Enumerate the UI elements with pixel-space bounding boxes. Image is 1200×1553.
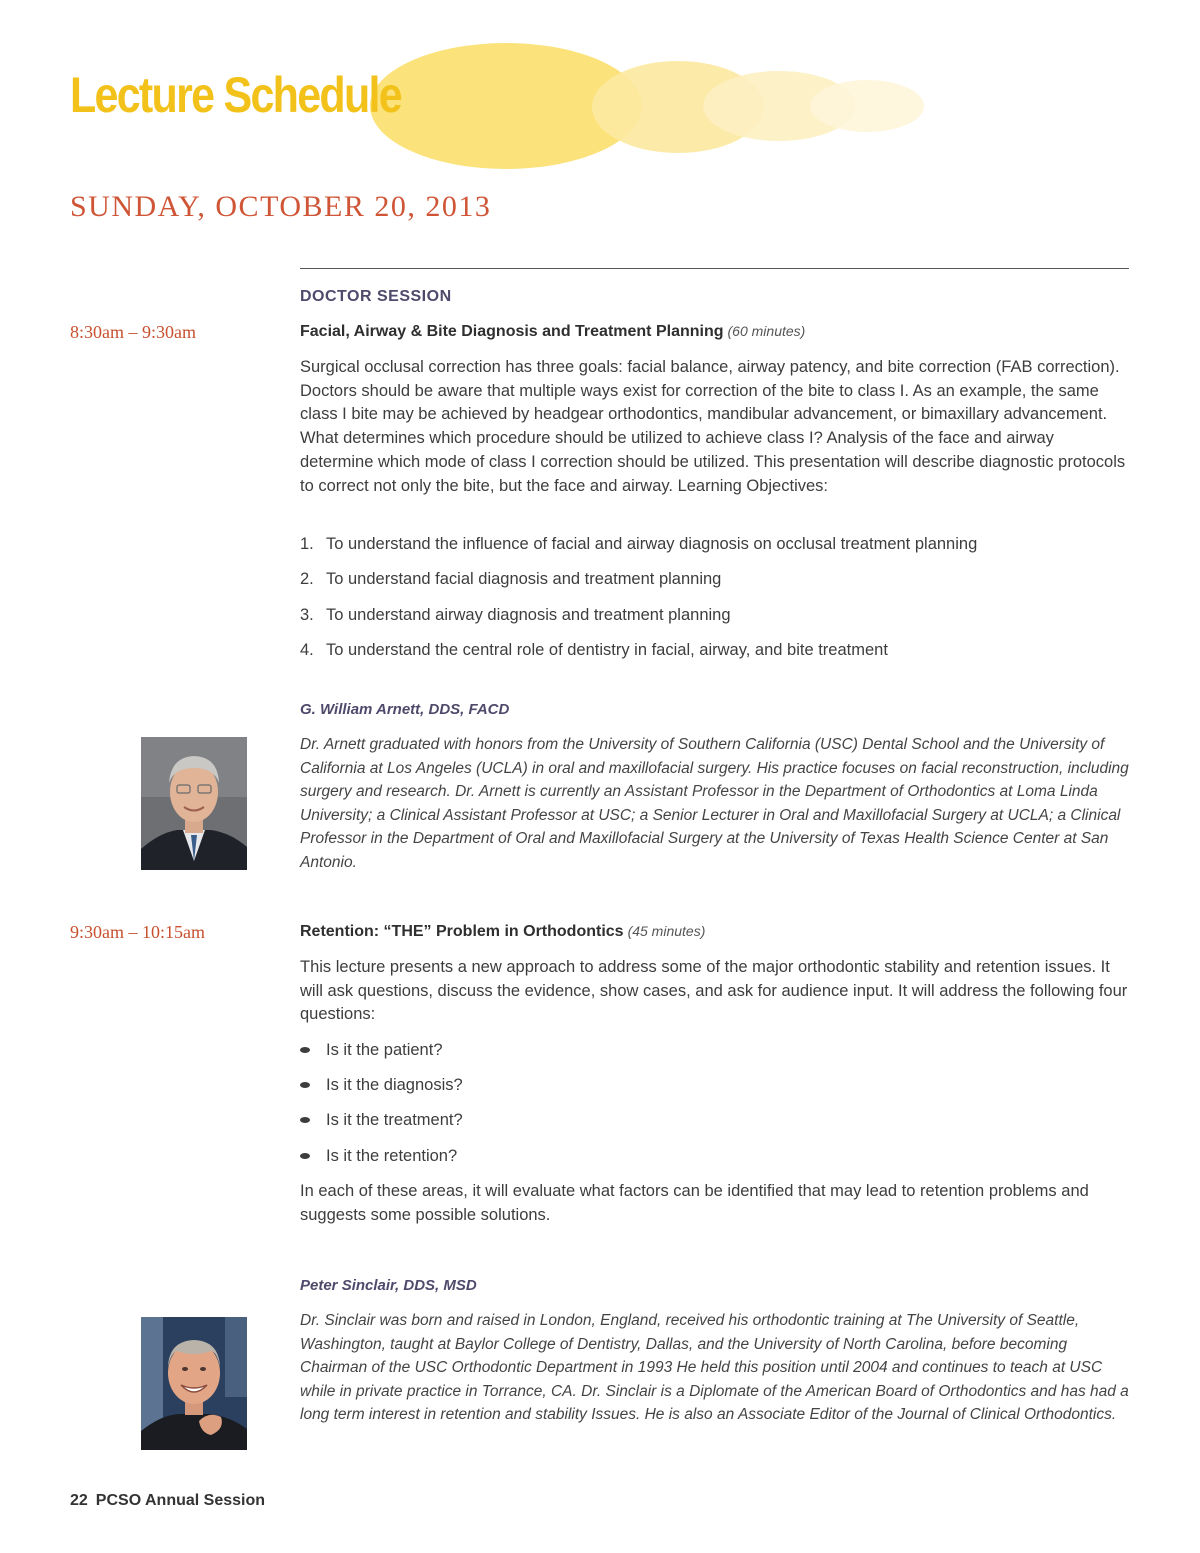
question-text: Is it the treatment? bbox=[326, 1111, 463, 1129]
lecture-duration: (60 minutes) bbox=[727, 323, 806, 339]
divider bbox=[300, 268, 1129, 269]
lecture-description: This lecture presents a new approach to address some of the major orthodontic stability and retention issues. It will ask questions, discuss the evidence, show cases, and ask for audience input. It will address the following four questions: bbox=[300, 958, 1128, 1024]
objective-text: To understand facial diagnosis and treatment planning bbox=[326, 570, 722, 588]
question-item bbox=[300, 1041, 1130, 1060]
lecture-description: Surgical occlusal correction has three goals: facial balance, airway patency, and bite correction (FAB correction). Doctors should be aware that multiple ways exist for correction of the bite to class I. As an example, the same class I bite may be achieved by headgear orthodontics, mandibular advancement, or bimaxillary advancement. What determines which procedure should be utilized to achieve class I? Analysis of the face and airway determine which mode of class I correction should be utilized. This presentation will describe diagnostic protocols to correct not only the bite, but the face and airway. Learning Objectives: bbox=[300, 358, 1126, 495]
bullet-icon bbox=[300, 1082, 310, 1088]
bullet-icon bbox=[300, 1153, 310, 1159]
page-footer bbox=[70, 1492, 265, 1510]
publication-name: PCSO Annual Session bbox=[95, 1492, 266, 1509]
objective-item bbox=[300, 641, 1130, 660]
objective-text: To understand the influence of facial and airway diagnosis on occlusal treatment planning bbox=[326, 535, 978, 553]
question-item bbox=[300, 1147, 1130, 1166]
objective-number: 1. bbox=[300, 535, 314, 553]
question-text: Is it the diagnosis? bbox=[326, 1076, 463, 1094]
date-heading: SUNDAY, OCTOBER 20, 2013 bbox=[70, 190, 492, 223]
page-number: 22 bbox=[70, 1492, 88, 1509]
lecture-title bbox=[300, 323, 805, 341]
lecture-duration: (45 minutes) bbox=[627, 923, 706, 939]
question-item bbox=[300, 1111, 1130, 1130]
speaker-photo bbox=[141, 1317, 247, 1450]
decorative-ellipse bbox=[810, 80, 924, 132]
lecture-closing: In each of these areas, it will evaluate what factors can be identified that may lead to retention problems and suggests some possible solutions. bbox=[300, 1182, 1089, 1224]
objective-text: To understand airway diagnosis and treatment planning bbox=[326, 606, 731, 624]
speaker-name: G. William Arnett, DDS, FACD bbox=[300, 701, 510, 718]
speaker-photo bbox=[141, 737, 247, 870]
objective-item bbox=[300, 570, 1130, 589]
bullet-icon bbox=[300, 1047, 310, 1053]
lecture-title-text: Facial, Airway & Bite Diagnosis and Treatment Planning bbox=[300, 323, 724, 340]
question-text: Is it the retention? bbox=[326, 1147, 458, 1165]
speaker-bio: Dr. Sinclair was born and raised in London, England, received his orthodontic training at The University of Seattle, Washington, taught at Baylor College of Dentistry, Dallas, and the University of North Carolina, before becoming Chairman of the USC Orthodontic Department in 1993 He held this position until 2004 and continues to teach at USC while in private practice in Torrance, CA. Dr. Sinclair is a Diplomate of the American Board of Orthodontics and has had a long term interest in retention and stability Issues. He is also an Associate Editor of the Journal of Clinical Orthodontics. bbox=[300, 1312, 1129, 1424]
speaker-bio: Dr. Arnett graduated with honors from the University of Southern California (USC) Dental School and the University of California at Los Angeles (UCLA) in oral and maxillofacial surgery. His practice focuses on facial reconstruction, including surgery and research. Dr. Arnett is currently an Assistant Professor in the Department of Orthodontics at Loma Linda University; a Clinical Assistant Professor at USC; a Senior Lecturer in Oral and Maxillofacial Surgery at UCLA; a Clinical Professor in the Department of Oral and Maxillofacial Surgery at the University of Texas Health Science Center at San Antonio. bbox=[300, 736, 1129, 871]
page-title: Lecture Schedule bbox=[70, 67, 401, 123]
objective-text: To understand the central role of dentistry in facial, airway, and bite treatment bbox=[326, 641, 888, 659]
lecture-time: 8:30am – 9:30am bbox=[70, 322, 196, 342]
speaker-name: Peter Sinclair, DDS, MSD bbox=[300, 1277, 477, 1294]
session-label: DOCTOR SESSION bbox=[300, 288, 452, 305]
objective-item bbox=[300, 535, 1130, 554]
lecture-time: 9:30am – 10:15am bbox=[70, 922, 205, 942]
lecture-title bbox=[300, 923, 705, 941]
bullet-icon bbox=[300, 1117, 310, 1123]
objective-number: 3. bbox=[300, 606, 314, 624]
objective-number: 4. bbox=[300, 641, 314, 659]
question-text: Is it the patient? bbox=[326, 1041, 443, 1059]
question-item bbox=[300, 1076, 1130, 1095]
objective-number: 2. bbox=[300, 570, 314, 588]
objective-item bbox=[300, 606, 1130, 625]
lecture-title-text: Retention: “THE” Problem in Orthodontics bbox=[300, 923, 624, 940]
